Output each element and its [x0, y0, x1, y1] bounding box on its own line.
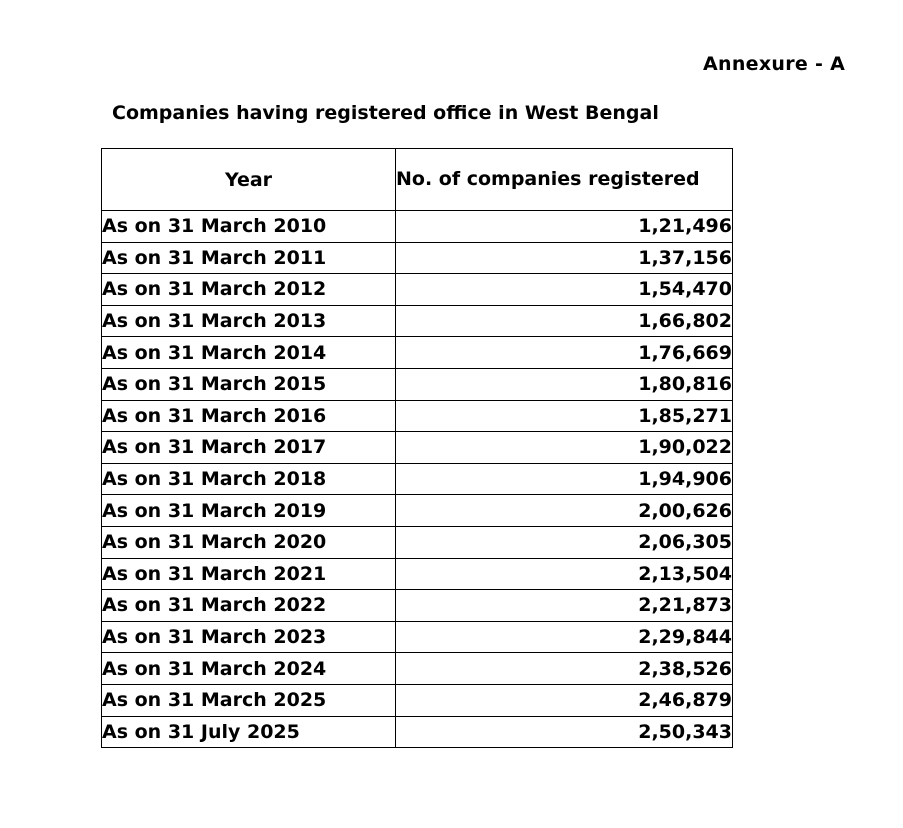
year-cell: As on 31 March 2021 — [102, 558, 396, 590]
table-row — [102, 368, 733, 400]
year-cell: As on 31 March 2017 — [102, 432, 396, 464]
company-count-cell: 2,46,879 — [396, 684, 733, 716]
year-cell: As on 31 March 2012 — [102, 274, 396, 306]
year-cell: As on 31 March 2011 — [102, 242, 396, 274]
year-cell: As on 31 July 2025 — [102, 716, 396, 748]
column-header-count: No. of companies registered — [396, 149, 733, 211]
company-count-cell: 2,00,626 — [396, 495, 733, 527]
company-count-cell: 2,21,873 — [396, 590, 733, 622]
table-row — [102, 558, 733, 590]
year-cell: As on 31 March 2025 — [102, 684, 396, 716]
company-count-cell: 1,90,022 — [396, 432, 733, 464]
company-count-cell: 1,85,271 — [396, 400, 733, 432]
company-count-cell: 2,50,343 — [396, 716, 733, 748]
table-row — [102, 463, 733, 495]
table-row — [102, 526, 733, 558]
company-count-cell: 1,76,669 — [396, 337, 733, 369]
company-count-cell: 2,13,504 — [396, 558, 733, 590]
table-header — [102, 149, 733, 211]
company-count-cell: 1,94,906 — [396, 463, 733, 495]
companies-table — [101, 148, 733, 748]
table-row — [102, 274, 733, 306]
company-count-cell: 1,21,496 — [396, 211, 733, 243]
table-row — [102, 242, 733, 274]
year-cell: As on 31 March 2018 — [102, 463, 396, 495]
year-cell: As on 31 March 2014 — [102, 337, 396, 369]
company-count-cell: 1,66,802 — [396, 305, 733, 337]
company-count-cell: 1,37,156 — [396, 242, 733, 274]
table-body — [102, 211, 733, 748]
company-count-cell: 1,80,816 — [396, 368, 733, 400]
table-row — [102, 400, 733, 432]
company-count-cell: 2,29,844 — [396, 621, 733, 653]
header-row — [102, 149, 733, 211]
year-cell: As on 31 March 2013 — [102, 305, 396, 337]
year-cell: As on 31 March 2024 — [102, 653, 396, 685]
company-count-cell: 2,06,305 — [396, 526, 733, 558]
page-title: Companies having registered office in West Bengal — [112, 102, 659, 124]
year-cell: As on 31 March 2020 — [102, 526, 396, 558]
year-cell: As on 31 March 2019 — [102, 495, 396, 527]
year-cell: As on 31 March 2022 — [102, 590, 396, 622]
table-row — [102, 653, 733, 685]
year-cell: As on 31 March 2015 — [102, 368, 396, 400]
table-row — [102, 495, 733, 527]
annexure-label: Annexure - A — [703, 53, 846, 75]
company-count-cell: 2,38,526 — [396, 653, 733, 685]
table-row — [102, 590, 733, 622]
table-row — [102, 211, 733, 243]
company-count-cell: 1,54,470 — [396, 274, 733, 306]
table-row — [102, 337, 733, 369]
year-cell: As on 31 March 2016 — [102, 400, 396, 432]
column-header-year: Year — [102, 149, 396, 211]
table-row — [102, 432, 733, 464]
table-row — [102, 621, 733, 653]
table-row — [102, 684, 733, 716]
table-row — [102, 716, 733, 748]
table-row — [102, 305, 733, 337]
year-cell: As on 31 March 2010 — [102, 211, 396, 243]
year-cell: As on 31 March 2023 — [102, 621, 396, 653]
